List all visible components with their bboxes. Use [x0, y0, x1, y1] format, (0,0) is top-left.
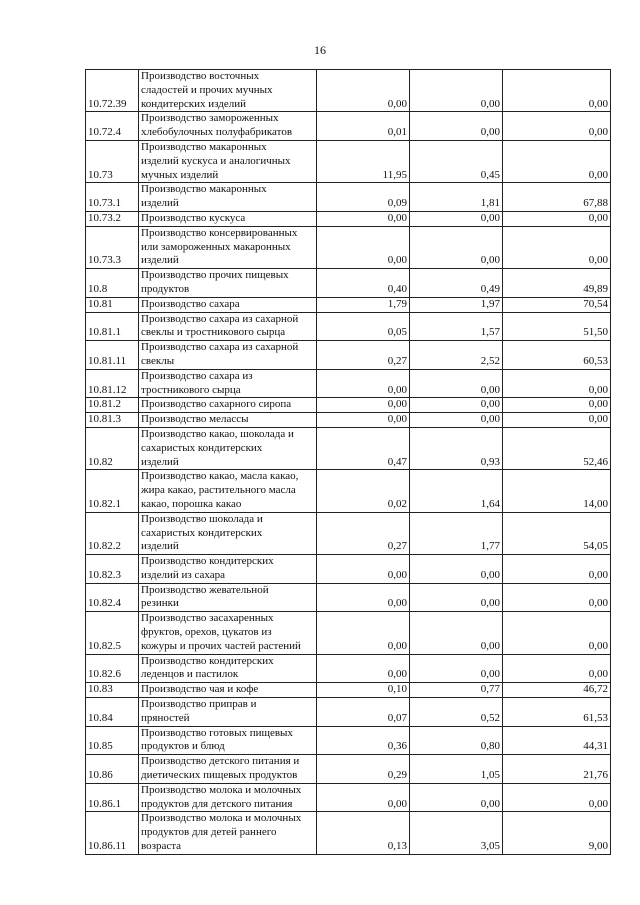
code-cell: 10.82.2	[86, 512, 139, 554]
table-row	[86, 369, 611, 398]
code-cell: 10.86	[86, 755, 139, 784]
activity-name-cell: Производство восточных сладостей и прочих мучных кондитерских изделий	[139, 70, 317, 112]
code-cell: 10.81.2	[86, 398, 139, 413]
value-cell-1: 0,00	[317, 783, 410, 812]
value-cell-2: 0,00	[410, 583, 503, 612]
value-cell-2: 0,49	[410, 269, 503, 298]
value-cell-2: 1,64	[410, 470, 503, 512]
activity-name-cell: Производство кускуса	[139, 211, 317, 226]
code-cell: 10.82.5	[86, 612, 139, 654]
code-cell: 10.86.11	[86, 812, 139, 854]
table-row	[86, 413, 611, 428]
code-cell: 10.73	[86, 140, 139, 182]
activity-name-cell: Производство молока и молочных продуктов для детского питания	[139, 783, 317, 812]
value-cell-1: 0,29	[317, 755, 410, 784]
table-row	[86, 70, 611, 112]
table-row	[86, 470, 611, 512]
code-cell: 10.82.6	[86, 654, 139, 683]
value-cell-3: 46,72	[503, 683, 611, 698]
value-cell-1: 0,00	[317, 369, 410, 398]
value-cell-1: 0,07	[317, 698, 410, 727]
table-row	[86, 512, 611, 554]
activity-name-cell: Производство какао, масла какао, жира какао, растительного масла какао, порошка какао	[139, 470, 317, 512]
value-cell-1: 0,05	[317, 312, 410, 341]
activity-name-cell: Производство макаронных изделий	[139, 183, 317, 212]
value-cell-2: 0,45	[410, 140, 503, 182]
table-row	[86, 612, 611, 654]
code-cell: 10.81.1	[86, 312, 139, 341]
value-cell-2: 0,00	[410, 413, 503, 428]
value-cell-2: 0,00	[410, 70, 503, 112]
table-row	[86, 269, 611, 298]
activity-name-cell: Производство кондитерских леденцов и пастилок	[139, 654, 317, 683]
value-cell-3: 44,31	[503, 726, 611, 755]
activity-name-cell: Производство сахара из сахарной свеклы и тростникового сырца	[139, 312, 317, 341]
code-cell: 10.81.12	[86, 369, 139, 398]
code-cell: 10.81.3	[86, 413, 139, 428]
table-row	[86, 812, 611, 854]
table-row	[86, 312, 611, 341]
value-cell-1: 0,01	[317, 112, 410, 141]
value-cell-1: 0,27	[317, 341, 410, 370]
table-row	[86, 341, 611, 370]
value-cell-3: 0,00	[503, 413, 611, 428]
code-cell: 10.72.39	[86, 70, 139, 112]
activity-name-cell: Производство сахара из сахарной свеклы	[139, 341, 317, 370]
value-cell-2: 1,81	[410, 183, 503, 212]
code-cell: 10.73.2	[86, 211, 139, 226]
code-cell: 10.72.4	[86, 112, 139, 141]
activity-name-cell: Производство засахаренных фруктов, орехов, цукатов из кожуры и прочих частей растений	[139, 612, 317, 654]
table-row	[86, 183, 611, 212]
code-cell: 10.81.11	[86, 341, 139, 370]
value-cell-3: 49,89	[503, 269, 611, 298]
value-cell-3: 0,00	[503, 398, 611, 413]
value-cell-3: 60,53	[503, 341, 611, 370]
value-cell-1: 0,47	[317, 427, 410, 469]
value-cell-3: 70,54	[503, 297, 611, 312]
value-cell-2: 0,52	[410, 698, 503, 727]
value-cell-2: 0,77	[410, 683, 503, 698]
table-row	[86, 698, 611, 727]
activity-name-cell: Производство прочих пищевых продуктов	[139, 269, 317, 298]
value-cell-1: 0,00	[317, 555, 410, 584]
code-cell: 10.82	[86, 427, 139, 469]
code-cell: 10.86.1	[86, 783, 139, 812]
value-cell-1: 0,13	[317, 812, 410, 854]
value-cell-3: 52,46	[503, 427, 611, 469]
value-cell-2: 1,57	[410, 312, 503, 341]
value-cell-2: 1,05	[410, 755, 503, 784]
value-cell-3: 0,00	[503, 112, 611, 141]
value-cell-2: 0,00	[410, 654, 503, 683]
value-cell-2: 2,52	[410, 341, 503, 370]
data-table	[85, 69, 611, 855]
value-cell-3: 67,88	[503, 183, 611, 212]
value-cell-3: 0,00	[503, 70, 611, 112]
table-body	[86, 70, 611, 855]
value-cell-1: 0,36	[317, 726, 410, 755]
value-cell-2: 1,97	[410, 297, 503, 312]
activity-name-cell: Производство жевательной резинки	[139, 583, 317, 612]
activity-name-cell: Производство замороженных хлебобулочных полуфабрикатов	[139, 112, 317, 141]
activity-name-cell: Производство шоколада и сахаристых кондитерских изделий	[139, 512, 317, 554]
value-cell-3: 14,00	[503, 470, 611, 512]
table-row	[86, 427, 611, 469]
value-cell-2: 0,00	[410, 112, 503, 141]
table-row	[86, 726, 611, 755]
value-cell-3: 0,00	[503, 583, 611, 612]
table-row	[86, 654, 611, 683]
code-cell: 10.73.1	[86, 183, 139, 212]
activity-name-cell: Производство какао, шоколада и сахаристых кондитерских изделий	[139, 427, 317, 469]
value-cell-1: 0,00	[317, 654, 410, 683]
table-row	[86, 555, 611, 584]
table-row	[86, 783, 611, 812]
activity-name-cell: Производство макаронных изделий кускуса и аналогичных мучных изделий	[139, 140, 317, 182]
page-number: 16	[314, 43, 326, 57]
table-row	[86, 211, 611, 226]
value-cell-3: 9,00	[503, 812, 611, 854]
value-cell-3: 0,00	[503, 555, 611, 584]
table-row	[86, 226, 611, 268]
code-cell: 10.83	[86, 683, 139, 698]
value-cell-1: 0,40	[317, 269, 410, 298]
value-cell-3: 0,00	[503, 369, 611, 398]
code-cell: 10.8	[86, 269, 139, 298]
activity-name-cell: Производство молока и молочных продуктов для детей раннего возраста	[139, 812, 317, 854]
activity-name-cell: Производство сахара из тростникового сырца	[139, 369, 317, 398]
value-cell-3: 0,00	[503, 783, 611, 812]
table-row	[86, 755, 611, 784]
value-cell-3: 51,50	[503, 312, 611, 341]
value-cell-1: 0,00	[317, 226, 410, 268]
value-cell-3: 0,00	[503, 211, 611, 226]
value-cell-1: 1,79	[317, 297, 410, 312]
code-cell: 10.82.4	[86, 583, 139, 612]
value-cell-1: 0,27	[317, 512, 410, 554]
code-cell: 10.82.3	[86, 555, 139, 584]
value-cell-2: 0,00	[410, 555, 503, 584]
value-cell-2: 0,00	[410, 211, 503, 226]
value-cell-2: 0,00	[410, 612, 503, 654]
value-cell-2: 1,77	[410, 512, 503, 554]
value-cell-1: 0,09	[317, 183, 410, 212]
value-cell-3: 0,00	[503, 654, 611, 683]
value-cell-1: 11,95	[317, 140, 410, 182]
value-cell-2: 0,93	[410, 427, 503, 469]
table-row	[86, 683, 611, 698]
code-cell: 10.73.3	[86, 226, 139, 268]
code-cell: 10.84	[86, 698, 139, 727]
table-row	[86, 140, 611, 182]
activity-name-cell: Производство приправ и пряностей	[139, 698, 317, 727]
activity-name-cell: Производство сахара	[139, 297, 317, 312]
value-cell-2: 0,00	[410, 783, 503, 812]
activity-name-cell: Производство кондитерских изделий из сахара	[139, 555, 317, 584]
value-cell-2: 0,00	[410, 369, 503, 398]
value-cell-3: 0,00	[503, 612, 611, 654]
value-cell-1: 0,00	[317, 413, 410, 428]
value-cell-3: 54,05	[503, 512, 611, 554]
value-cell-2: 0,00	[410, 398, 503, 413]
activity-name-cell: Производство чая и кофе	[139, 683, 317, 698]
value-cell-1: 0,10	[317, 683, 410, 698]
value-cell-2: 0,80	[410, 726, 503, 755]
activity-name-cell: Производство мелассы	[139, 413, 317, 428]
value-cell-3: 21,76	[503, 755, 611, 784]
value-cell-1: 0,00	[317, 583, 410, 612]
activity-name-cell: Производство сахарного сиропа	[139, 398, 317, 413]
activity-name-cell: Производство консервированных или замороженных макаронных изделий	[139, 226, 317, 268]
value-cell-1: 0,00	[317, 70, 410, 112]
value-cell-1: 0,00	[317, 211, 410, 226]
value-cell-1: 0,00	[317, 612, 410, 654]
activity-name-cell: Производство готовых пищевых продуктов и блюд	[139, 726, 317, 755]
value-cell-3: 61,53	[503, 698, 611, 727]
code-cell: 10.85	[86, 726, 139, 755]
table-row	[86, 583, 611, 612]
value-cell-2: 3,05	[410, 812, 503, 854]
value-cell-1: 0,00	[317, 398, 410, 413]
code-cell: 10.81	[86, 297, 139, 312]
table-row	[86, 112, 611, 141]
value-cell-1: 0,02	[317, 470, 410, 512]
activity-name-cell: Производство детского питания и диетических пищевых продуктов	[139, 755, 317, 784]
table-row	[86, 398, 611, 413]
value-cell-2: 0,00	[410, 226, 503, 268]
code-cell: 10.82.1	[86, 470, 139, 512]
table-row	[86, 297, 611, 312]
value-cell-3: 0,00	[503, 226, 611, 268]
value-cell-3: 0,00	[503, 140, 611, 182]
